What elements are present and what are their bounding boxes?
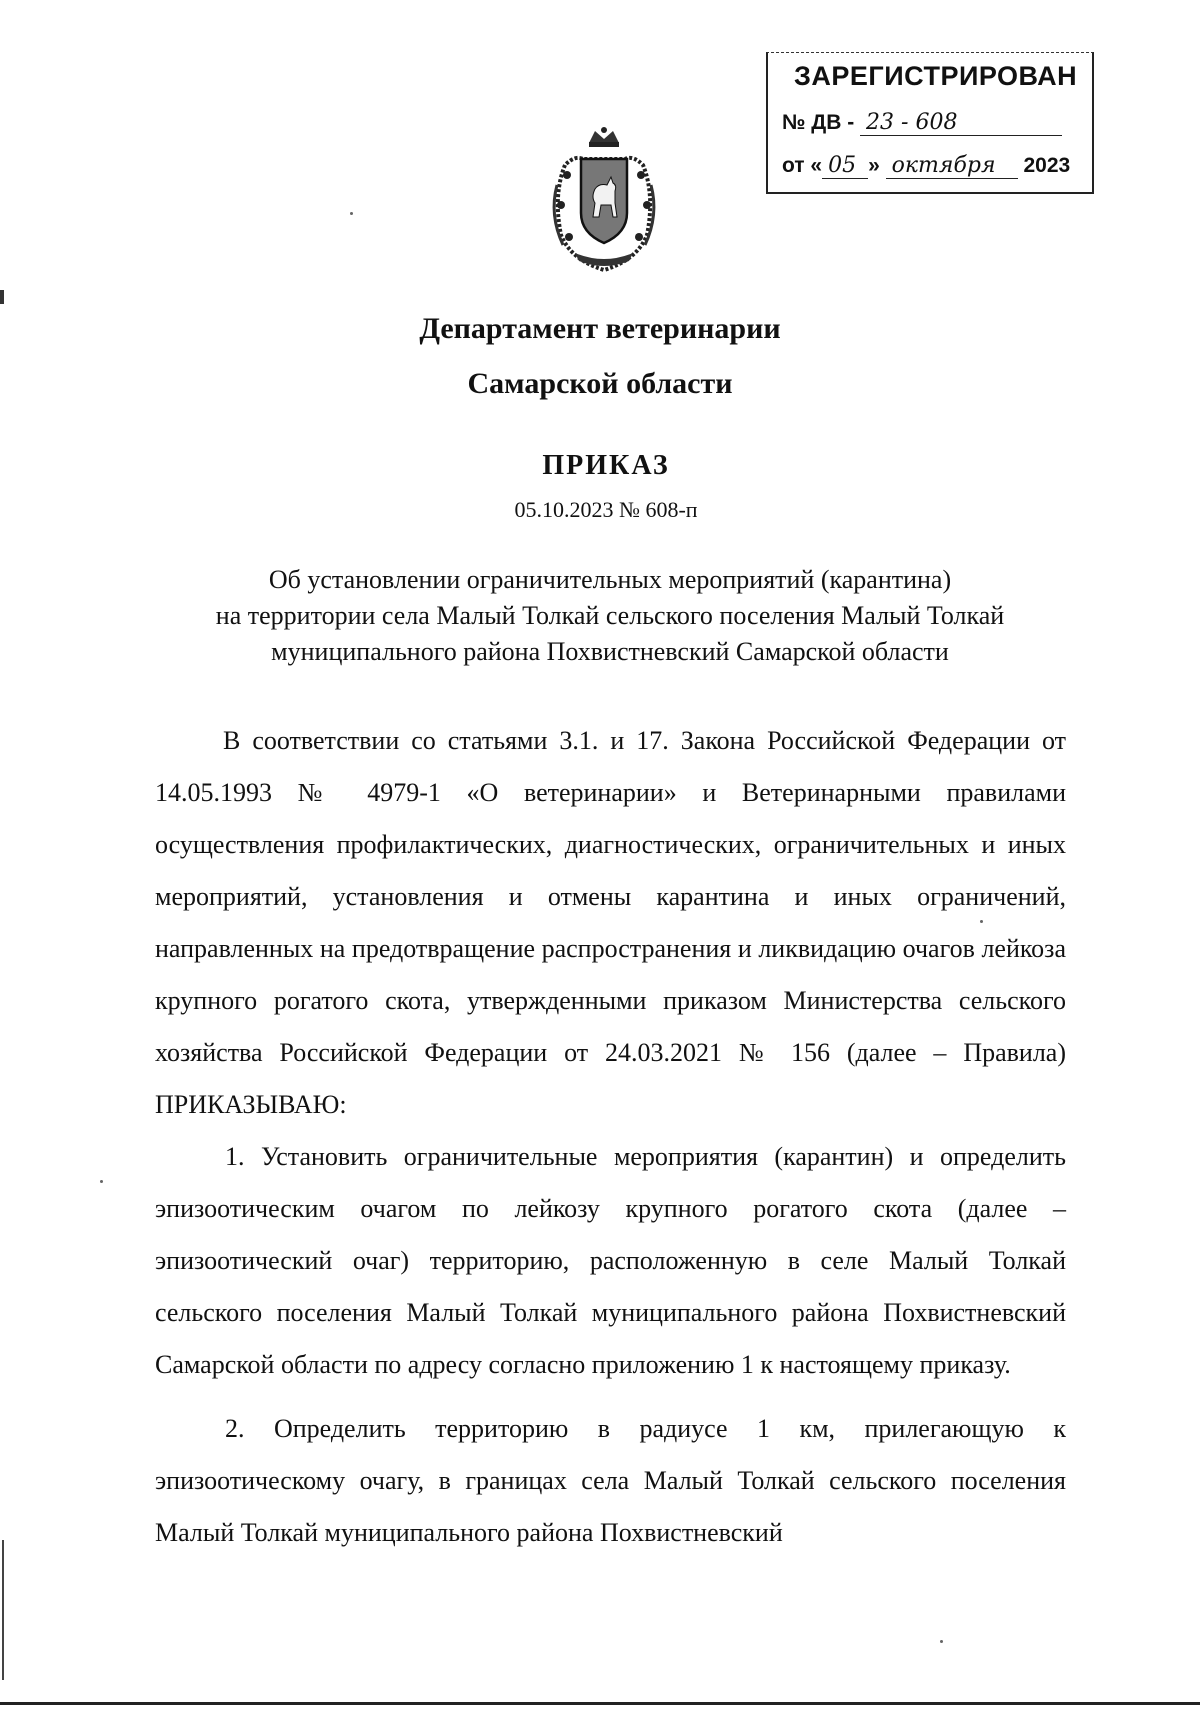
scan-speck: [940, 1640, 943, 1643]
stamp-date-day: 05: [822, 153, 868, 179]
stamp-date-mid: »: [868, 154, 880, 177]
subject-line: Об установлении ограничительных мероприятий (карантина): [268, 565, 952, 594]
scan-artifact: [0, 1702, 1200, 1705]
department-name-line2: Самарской области: [467, 367, 733, 400]
scan-speck: [980, 920, 983, 923]
stamp-date-prefix: от «: [782, 154, 823, 177]
department-name-line1: Департамент ветеринарии: [419, 312, 781, 345]
order-body: [155, 715, 1066, 1559]
order-item-1: 1. Установить ограничительные мероприятия (карантин) и определить эпизоотическим очагом по лейкозу крупного рогатого скота (далее – эпизоотический очаг) территорию, расположенную в селе Малый Толкай сельского поселения Малый Толкай муниципального района Похвистневский Самарской области по адресу согласно приложению 1 к настоящему приказу.: [155, 1142, 1066, 1379]
subject-line: муниципального района Похвистневский Самарской области: [271, 637, 949, 666]
subject-line: на территории села Малый Толкай сельского поселения Малый Толкай: [215, 601, 1005, 630]
scan-speck: [100, 1180, 103, 1183]
stamp-number-line: [782, 110, 1062, 136]
order-subject: [150, 562, 1070, 670]
registration-stamp: [766, 52, 1094, 194]
stamp-date-year: 2023: [1023, 154, 1071, 177]
samara-coat-of-arms-icon: [545, 125, 663, 275]
scan-artifact: [2, 1540, 4, 1680]
order-date-number: 05.10.2023 № 608-п: [514, 497, 698, 522]
stamp-number-handwritten: 23 - 608: [860, 110, 1062, 136]
order-item-2: 2. Определить территорию в радиусе 1 км, прилегающую к эпизоотическому очагу, в границах села Малый Толкай сельского поселения Малый Толкай муниципального района Похвистневский: [155, 1414, 1066, 1547]
stamp-date-line: [782, 153, 1070, 179]
stamp-title: ЗАРЕГИСТРИРОВАН: [794, 61, 1078, 91]
stamp-number-prefix: № ДВ -: [782, 111, 855, 134]
order-title: ПРИКАЗ: [542, 450, 670, 481]
scan-artifact: [0, 290, 4, 304]
preamble-paragraph: В соответствии со статьями 3.1. и 17. Закона Российской Федерации от 14.05.1993 № 4979-1 «О ветеринарии» и Ветеринарными правилами осуществления профилактических, диагностических, ограничительных и иных мероприятий, установления и отмены карантина и иных ограничений, направленных на предотвращение распространения и ликвидацию очагов лейкоза крупного рогатого скота, утвержденными приказом Министерства сельского хозяйства Российской Федерации от 24.03.2021 № 156 (далее – Правила) ПРИКАЗЫВАЮ:: [155, 726, 1066, 1119]
stamp-date-month: октября: [886, 153, 1018, 179]
scan-speck: [350, 212, 353, 215]
